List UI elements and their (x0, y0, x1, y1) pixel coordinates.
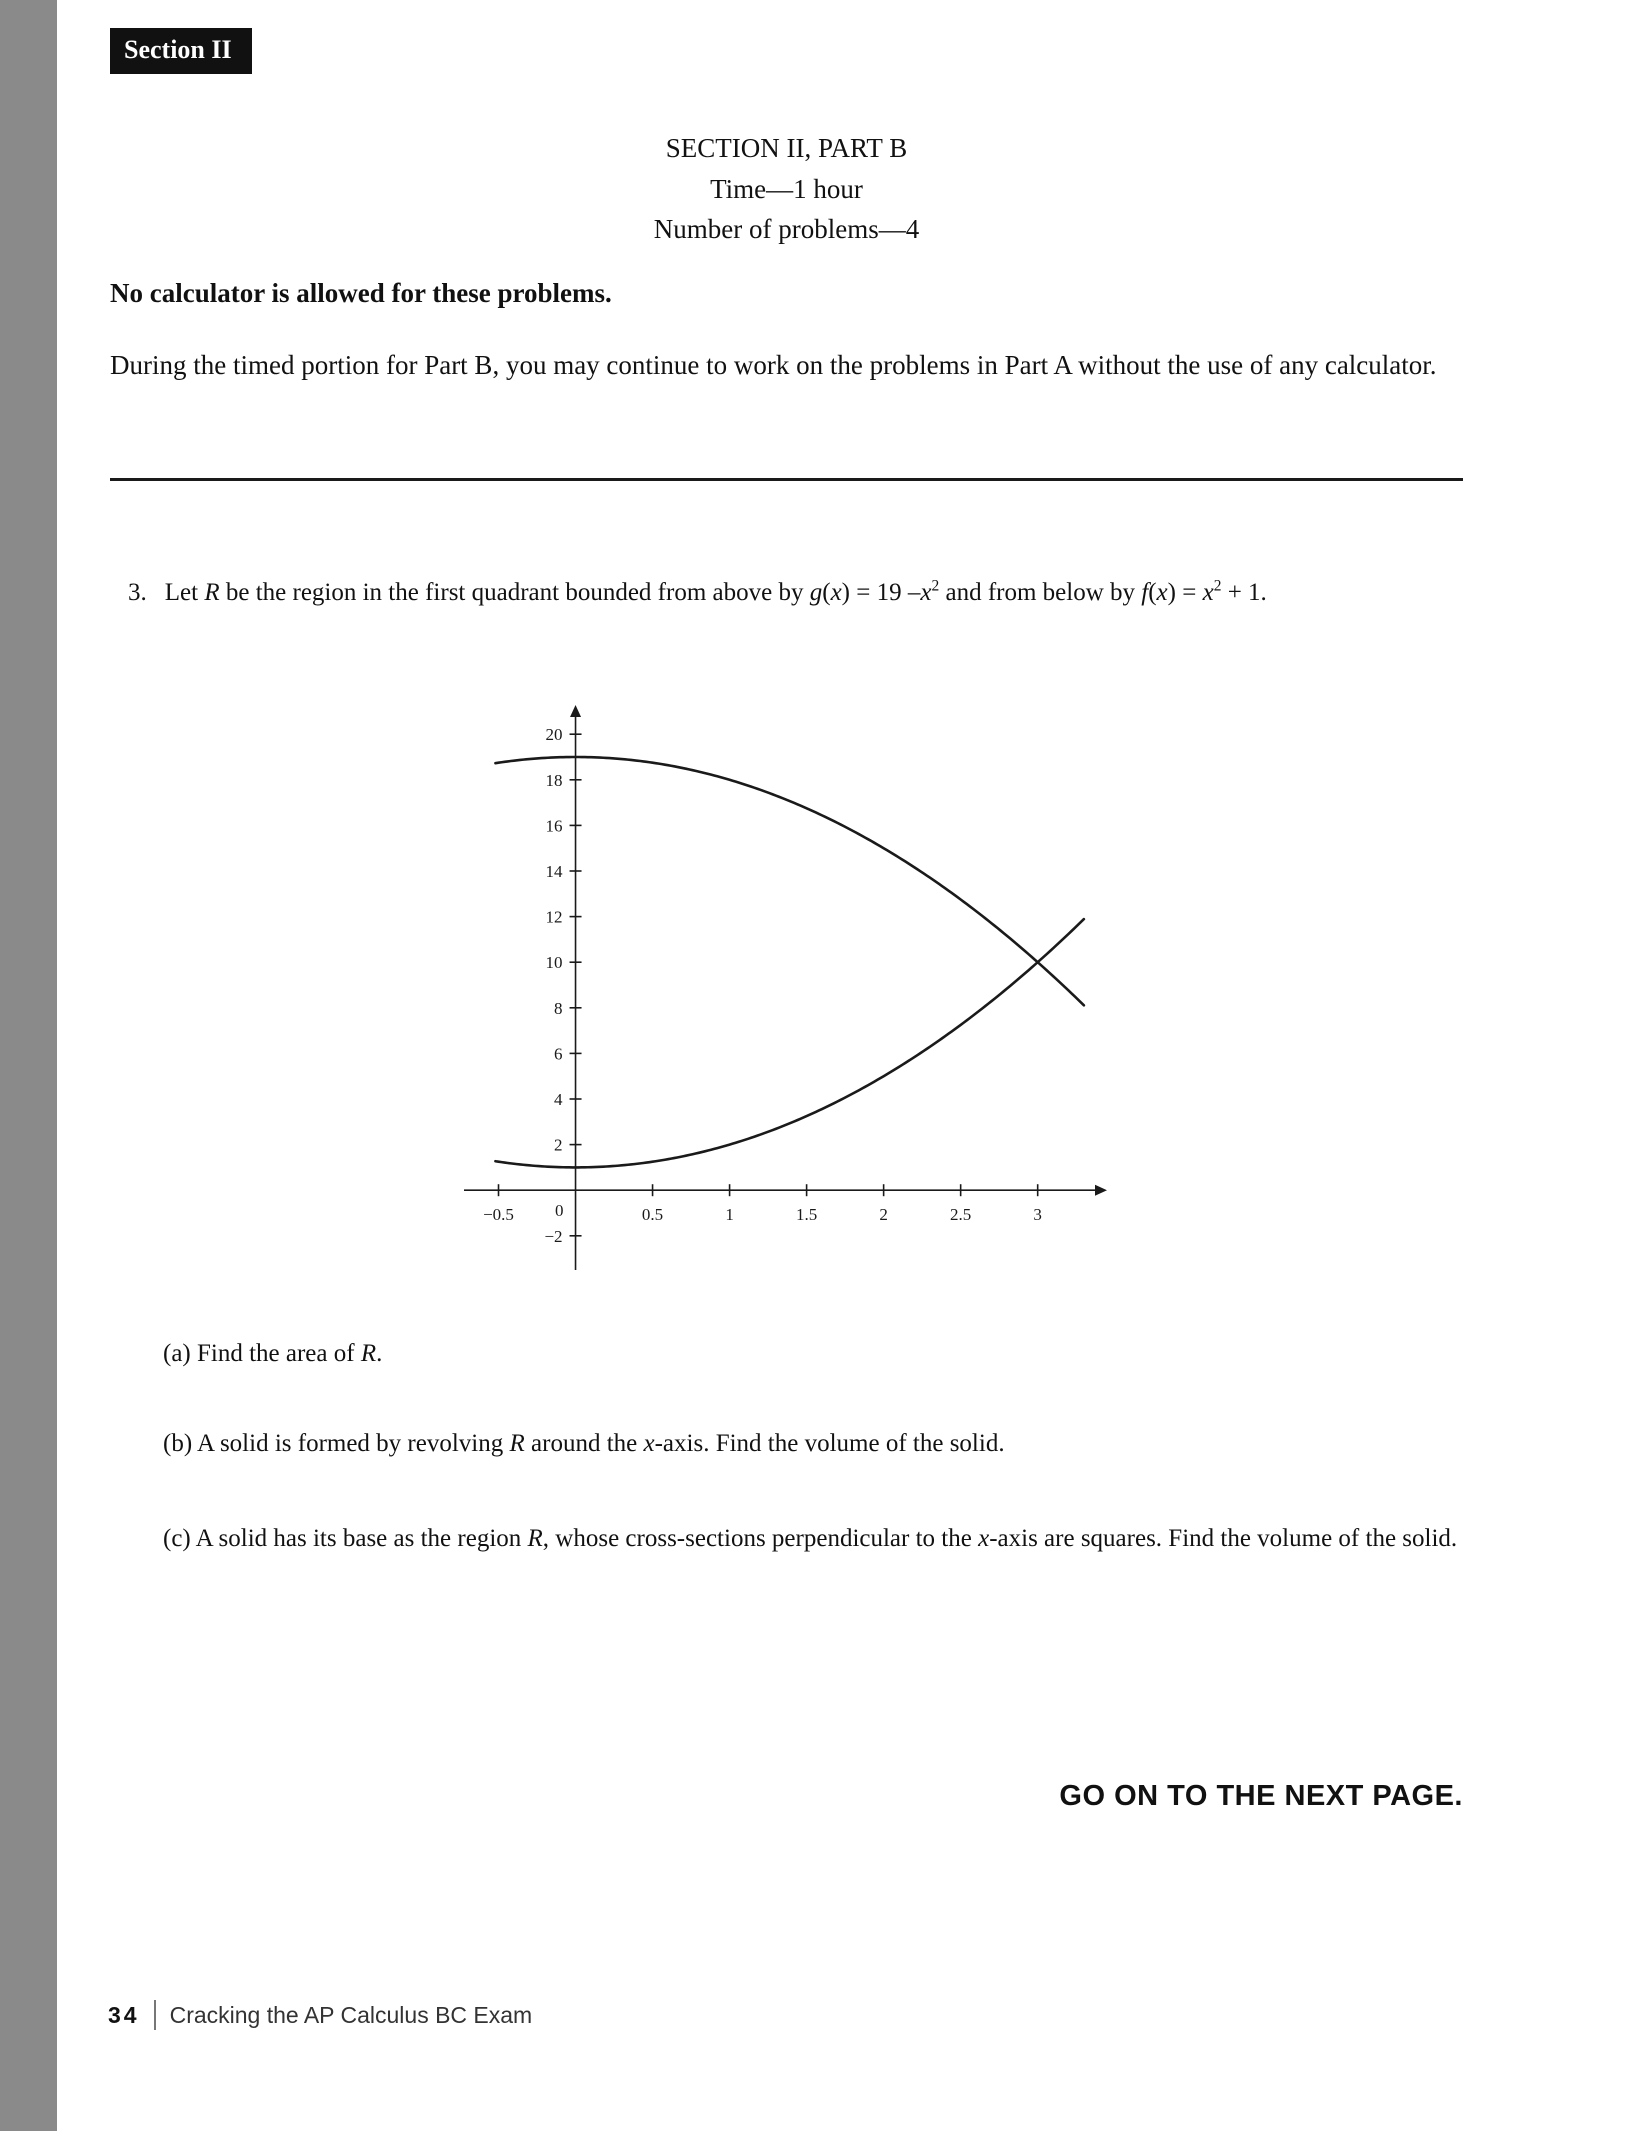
section-time: Time—1 hour (710, 173, 863, 204)
svg-text:1: 1 (725, 1205, 734, 1225)
function-graph-svg (460, 700, 1107, 1270)
left-gray-strip (0, 0, 57, 2131)
svg-text:20: 20 (545, 725, 563, 745)
part-c: (c) A solid has its base as the region R, whose cross-sections perpendicular to the x-axis are squares. Find the volume of the solid. (163, 1525, 1458, 1552)
svg-text:2: 2 (554, 1135, 563, 1155)
svg-text:4: 4 (554, 1090, 563, 1109)
part-b-instruction: During the timed portion for Part B, you may continue to work on the problems in Part A without the use of any calculator. (110, 350, 1437, 380)
problem-text: Let R be the region in the first quadrant bounded from above by g(x) = 19 $-x^2$ and from below by $f(x) = x^2 + 1$. (164, 578, 1267, 607)
svg-text:18: 18 (545, 770, 563, 790)
part-a: (a) Find the area of R. (163, 1340, 383, 1367)
footer-divider (154, 2000, 156, 2030)
svg-text:8: 8 (554, 998, 563, 1018)
svg-text:3: 3 (1033, 1205, 1042, 1225)
svg-text:10: 10 (545, 953, 563, 973)
svg-text:16: 16 (545, 816, 563, 836)
svg-text:2.5: 2.5 (950, 1205, 972, 1225)
section-title: SECTION II, PART B (665, 133, 908, 163)
book-title: Cracking the AP Calculus BC Exam (169, 2001, 533, 2028)
svg-text:2: 2 (879, 1205, 888, 1225)
part-b: (b) A solid is formed by revolving R around the x-axis. Find the volume of the solid. (163, 1430, 1005, 1457)
svg-text:14: 14 (545, 862, 563, 881)
page-footer (108, 2000, 532, 2030)
go-on-text: GO ON TO THE NEXT PAGE. (1059, 1780, 1463, 1812)
svg-text:0.5: 0.5 (641, 1205, 664, 1225)
section-header (110, 128, 1463, 250)
svg-text:−0.5: −0.5 (483, 1205, 514, 1225)
problem-number: 3. (128, 579, 147, 607)
function-graph (460, 700, 1107, 1270)
svg-text:12: 12 (545, 907, 563, 927)
svg-text:0: 0 (555, 1201, 564, 1221)
no-calculator-note: No calculator is allowed for these problems. (110, 278, 612, 308)
divider-rule (110, 478, 1463, 481)
problem-3 (128, 578, 1458, 607)
section-tab: Section II (110, 28, 252, 74)
svg-text:−2: −2 (544, 1226, 563, 1246)
page-number: 34 (108, 2001, 140, 2028)
section-problem-count: Number of problems—4 (653, 214, 920, 244)
svg-text:6: 6 (554, 1044, 563, 1064)
svg-text:1.5: 1.5 (795, 1205, 818, 1225)
